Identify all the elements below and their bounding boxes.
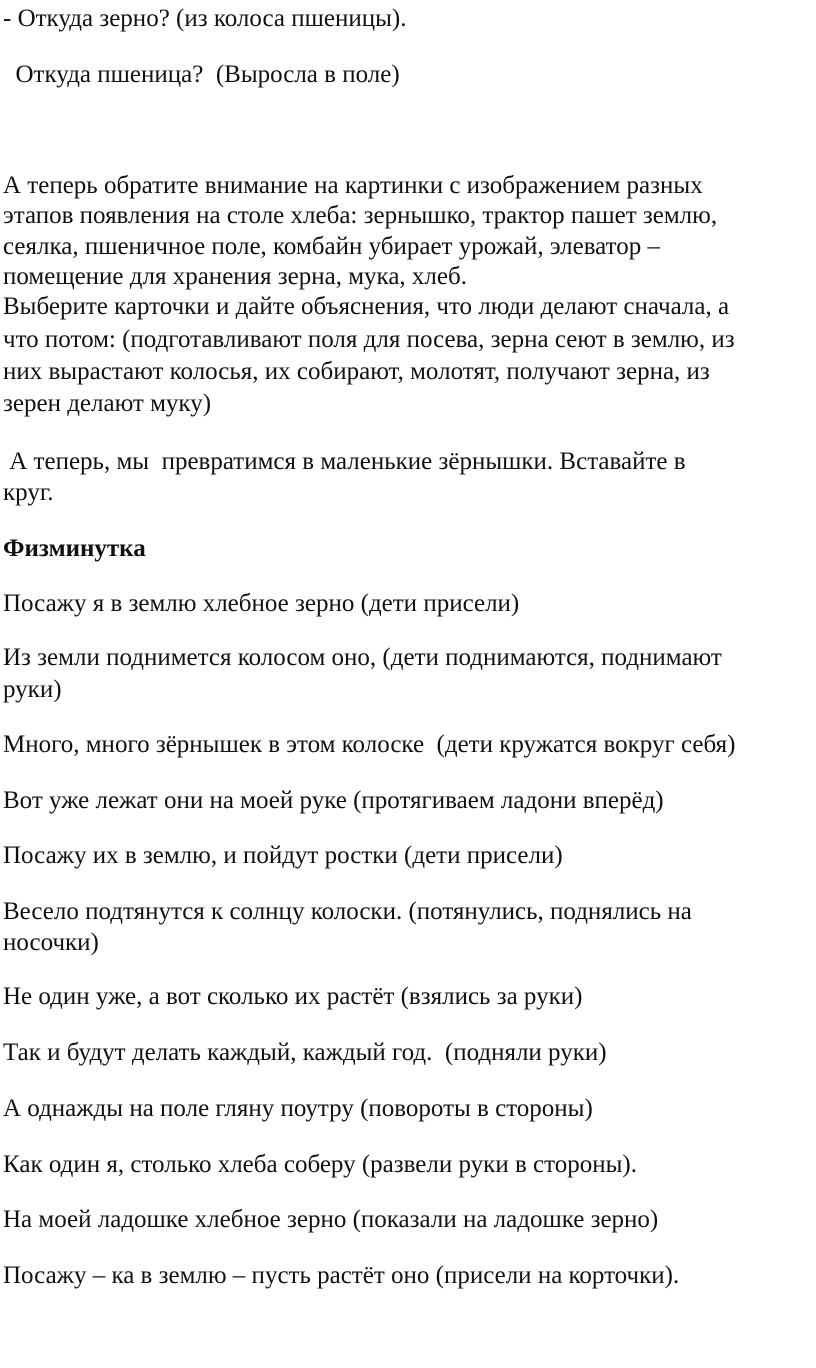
question-wheat: Откуда пшеница? (Выросла в поле)	[3, 61, 400, 88]
text-line: сеялка, пшеничное поле, комбайн убирает урожай, элеватор –	[3, 233, 660, 260]
verse-line: Посажу их в землю, и пойдут ростки (дети присели)	[3, 842, 563, 869]
verse-line: Много, много зёрнышек в этом колоске (дети кружатся вокруг себя)	[3, 731, 736, 758]
verse-line: Из земли поднимется колосом оно, (дети поднимаются, поднимают	[3, 644, 722, 671]
text-line: них вырастают колосья, их собирают, молотят, получают зерна, из	[3, 358, 710, 385]
verse-line: Весело подтянутся к солнцу колоски. (потянулись, поднялись на	[3, 898, 692, 925]
text-line: Выберите карточки и дайте объяснения, что люди делают сначала, а	[3, 293, 730, 320]
verse-line: носочки)	[3, 929, 99, 956]
question-grain: - Откуда зерно? (из колоса пшеницы).	[3, 5, 407, 32]
verse-line: Как один я, столько хлеба соберу (развели руки в стороны).	[3, 1151, 637, 1178]
verse-line: руки)	[3, 676, 62, 703]
text-line: зерен делают муку)	[3, 390, 212, 417]
text-line: А теперь обратите внимание на картинки с изображением разных	[3, 172, 703, 199]
text-line: круг.	[3, 479, 54, 506]
text-line: помещение для хранения зерна, мука, хлеб.	[3, 263, 467, 290]
text-line: что потом: (подготавливают поля для посева, зерна сеют в землю, из	[3, 326, 735, 353]
verse-line: Не один уже, а вот сколько их растёт (взялись за руки)	[3, 983, 583, 1010]
verse-line: Посажу – ка в землю – пусть растёт оно (присели на корточки).	[3, 1262, 680, 1289]
text-line: А теперь, мы превратимся в маленькие зёрнышки. Вставайте в	[3, 448, 686, 475]
verse-line: Так и будут делать каждый, каждый год. (подняли руки)	[3, 1039, 607, 1066]
verse-line: Вот уже лежат они на моей руке (протягиваем ладони вперёд)	[3, 787, 664, 814]
verse-line: А однажды на поле гляну поутру (повороты в стороны)	[3, 1095, 593, 1122]
verse-line: На моей ладошке хлебное зерно (показали на ладошке зерно)	[3, 1206, 659, 1233]
verse-line: Посажу я в землю хлебное зерно (дети присели)	[3, 590, 520, 617]
section-heading: Физминутка	[3, 535, 146, 562]
text-line: этапов появления на столе хлеба: зернышко, трактор пашет землю,	[3, 202, 718, 229]
